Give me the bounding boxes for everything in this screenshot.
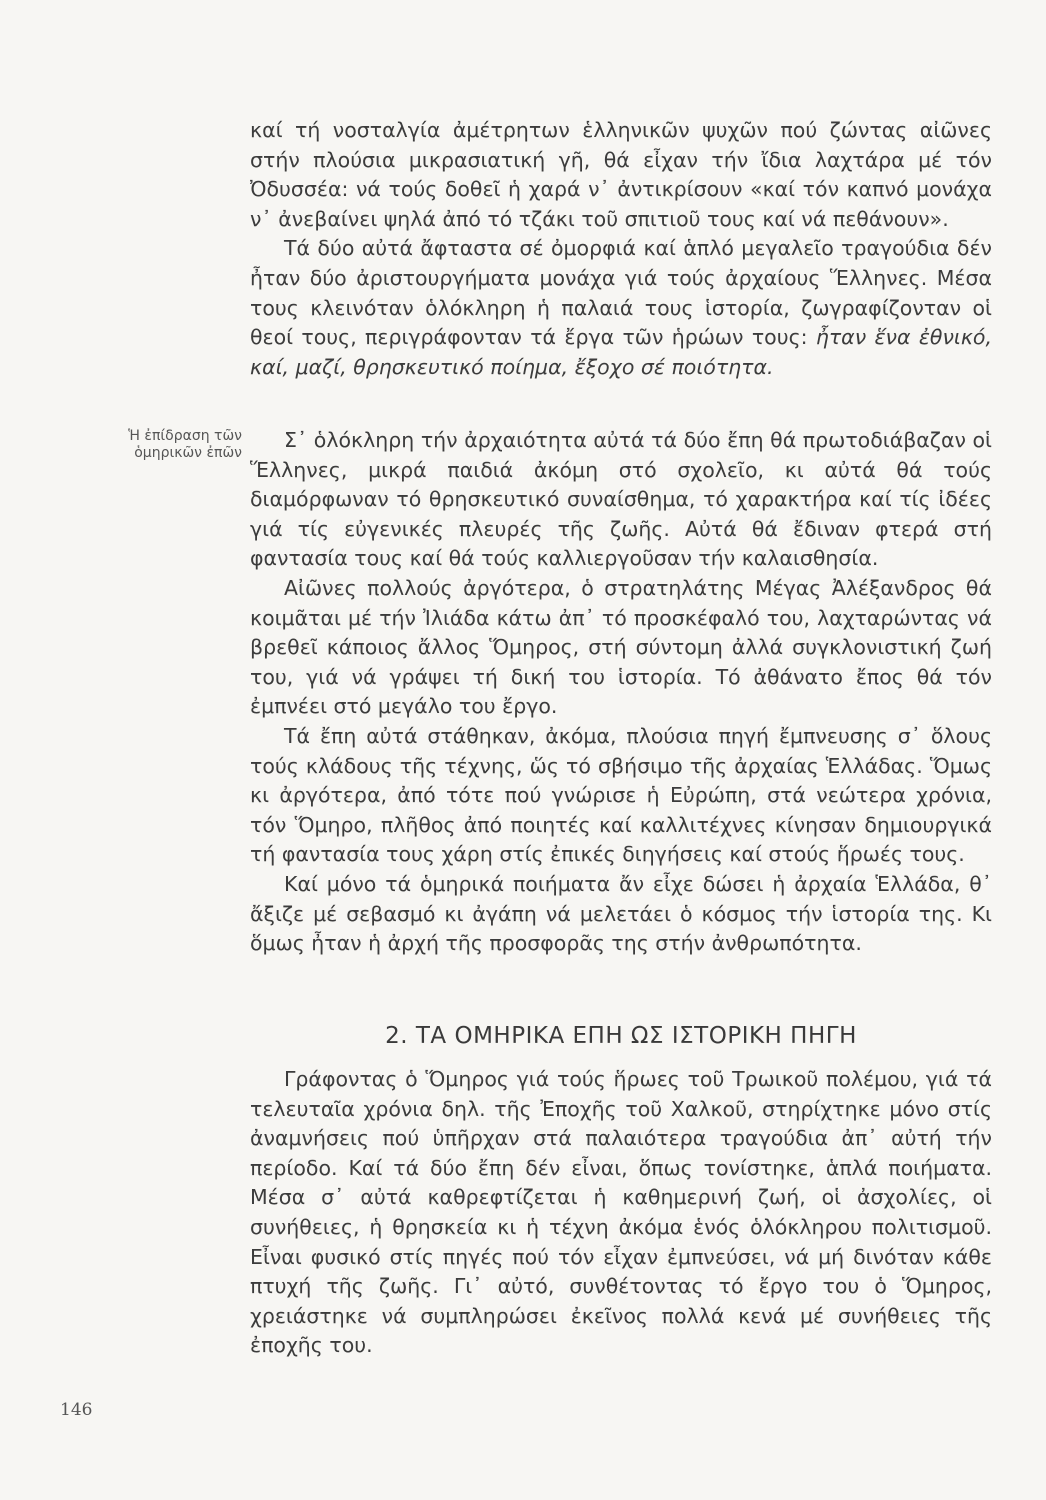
margin-note	[62, 428, 242, 462]
text-block-top	[250, 116, 992, 382]
margin-note-line-1: Ἡ ἐπίδραση τῶν	[128, 428, 242, 444]
paragraph-antiquity: Σ᾿ ὁλόκληρη τήν ἀρχαιότητα αὐτά τά δύο ἔπη θά πρωτοδιάβαζαν οἱ Ἕλληνες, μικρά παιδιά ἀκόμη στό σχολεῖο, κι αὐτά θά τούς διαμόρφωναν τό θρησκευτικό συναίσθημα, τό χαρακτήρα καί τίς ἰδέες γιά τίς εὐγενικές πλευρές τῆς ζωῆς. Αὐτά θά ἔδιναν φτερά στή φαντασία τους καί θά τούς καλλιεργοῦσαν τήν καλαισθησία.	[250, 428, 992, 571]
margin-note-line-2: ὁμηρικῶν ἐπῶν	[134, 445, 242, 461]
page-number: 146	[60, 1400, 93, 1420]
paragraph-inspiration: Τά ἔπη αὐτά στάθηκαν, ἀκόμα, πλούσια πηγή ἔμπνευσης σ᾿ ὅλους τούς κλάδους τῆς τέχνης, ὥς τό σβήσιμο τῆς ἀρχαίας Ἑλλάδας. Ὅμως κι ἀργότερα, ἀπό τότε πού γνώρισε ἡ Εὐρώπη, στά νεώτερα χρόνια, τόν Ὅμηρο, πλῆθος ἀπό ποιητές καί καλλιτέχνες κίνησαν δημιουργικά τή φαντασία τους χάρη στίς ἐπικές διηγήσεις καί στούς ἥρωές τους.	[250, 723, 992, 867]
text-block-middle	[250, 426, 992, 959]
paragraph-nostalgia: καί τή νοσταλγία ἀμέτρητων ἑλληνικῶν ψυχῶν πού ζώντας αἰῶνες στήν πλούσια μικρασιατική γῆ, θά εἶχαν τήν ἴδια λαχτάρα μέ τόν Ὀδυσσέα: νά τούς δοθεῖ ἡ χαρά ν᾿ ἀντικρίσουν «καί τόν καπνό μονάχα ν᾿ ἀνεβαίνει ψηλά ἀπό τό τζάκι τοῦ σπιτιοῦ τους καί νά πεθάνουν».	[250, 118, 992, 231]
paragraph-two-songs	[250, 234, 992, 382]
paragraph-two-songs-text: Τά δύο αὐτά ἄφταστα σέ ὀμορφιά καί ἁπλό μεγαλεῖο τραγούδια δέν ἦταν δύο ἀριστουργήματα μονάχα γιά τούς ἀρχαίους Ἕλληνες. Μέσα τους κλεινόταν ὁλόκληρη ἡ παλαιά τους ἱστορία, ζωγραφίζονταν οἱ θεοί τους, περιγράφονταν τά ἔργα τῶν ἡρώων τους:	[250, 236, 992, 350]
paragraph-legacy: Καί μόνο τά ὁμηρικά ποιήματα ἄν εἶχε δώσει ἡ ἀρχαία Ἑλλάδα, θ᾿ ἄξιζε μέ σεβασμό κι ἀγάπη νά μελετάει ὁ κόσμος τήν ἱστορία της. Κι ὅμως ἦταν ἡ ἀρχή τῆς προσφορᾶς της στήν ἀνθρωπότητα.	[250, 871, 992, 956]
section-heading: 2. ΤΑ ΟΜΗΡΙΚΑ ΕΠΗ ΩΣ ΙΣΤΟΡΙΚΗ ΠΗΓΗ	[385, 1023, 857, 1049]
text-block-bottom	[250, 1065, 992, 1361]
paragraph-historical-source: Γράφοντας ὁ Ὅμηρος γιά τούς ἥρωες τοῦ Τρωικοῦ πολέμου, γιά τά τελευταῖα χρόνια δηλ. τῆς Ἐποχῆς τοῦ Χαλκοῦ, στηρίχτηκε μόνο στίς ἀναμνήσεις πού ὑπῆρχαν στά παλαιότερα τραγούδια ἀπ᾿ αὐτή τήν περίοδο. Καί τά δύο ἔπη δέν εἶναι, ὅπως τονίστηκε, ἁπλά ποιήματα. Μέσα σ᾿ αὐτά καθρεφτίζεται ἡ καθημερινή ζωή, οἱ ἀσχολίες, οἱ συνήθειες, ἡ θρησκεία κι ἡ τέχνη ἀκόμα ἑνός ὁλόκληρου πολιτισμοῦ. Εἶναι φυσικό στίς πηγές πού τόν εἶχαν ἐμπνεύσει, νά μή δινόταν κάθε πτυχή τῆς ζωῆς. Γι᾿ αὐτό, συνθέτοντας τό ἔργο του ὁ Ὅμηρος, χρειάστηκε νά συμπληρώσει ἐκεῖνος πολλά κενά μέ συνήθειες τῆς ἐποχῆς του.	[250, 1067, 992, 1358]
paragraph-alexander: Αἰῶνες πολλούς ἀργότερα, ὁ στρατηλάτης Μέγας Ἀλέξανδρος θά κοιμᾶται μέ τήν Ἰλιάδα κάτω ἀπ᾿ τό προσκέφαλό του, λαχταρώντας νά βρεθεῖ κάποιος ἄλλος Ὅμηρος, στή σύντομη ἀλλά συγκλονιστική ζωή του, γιά νά γράψει τή δική του ἱστορία. Τό ἀθάνατο ἔπος θά τόν ἐμπνέει στό μεγάλο του ἔργο.	[250, 575, 992, 719]
italic-emphasis: ἦταν ἕνα ἐθνικό, καί, μαζί, θρησκευτικό ποίημα, ἔξοχο σέ ποιότητα.	[250, 325, 992, 379]
